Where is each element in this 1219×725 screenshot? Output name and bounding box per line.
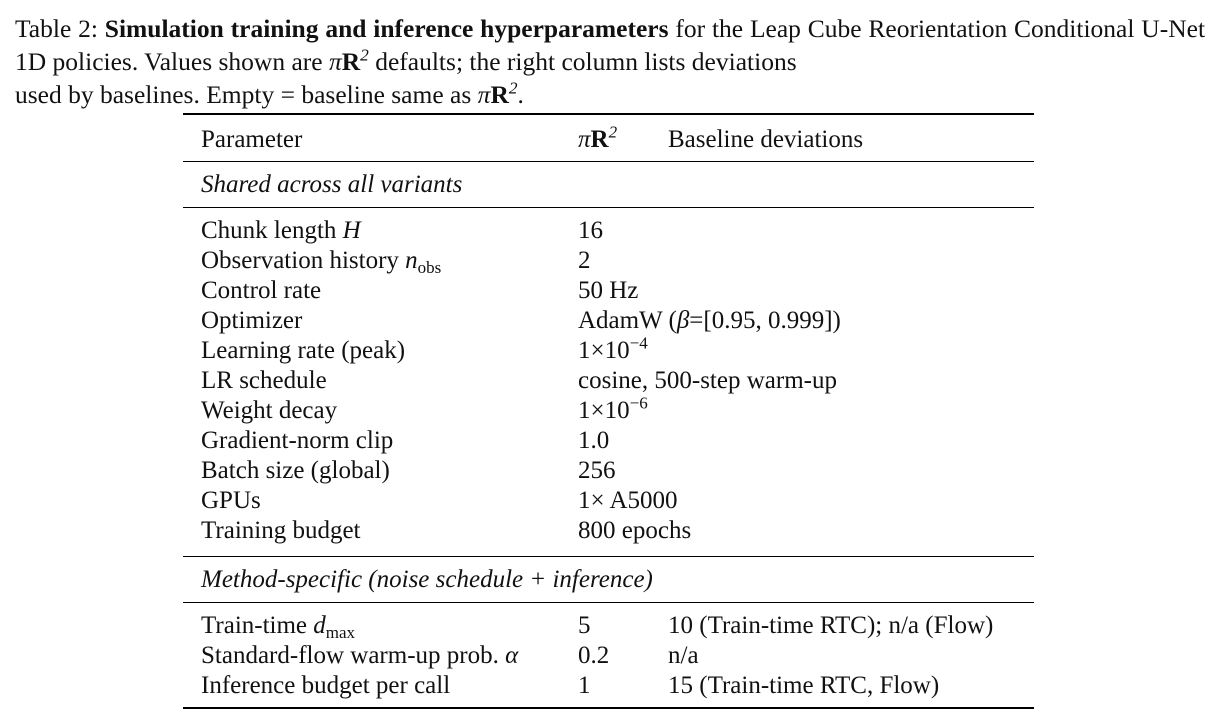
param-cell: Weight decay	[201, 397, 338, 424]
param-cell: Chunk length H	[201, 217, 361, 244]
table-row	[183, 393, 1034, 426]
table-row	[183, 276, 1034, 306]
caption-label: Table 2:	[15, 14, 98, 43]
value-cell: 1× A5000	[578, 487, 678, 514]
caption-line2-end: defaults; the right column lists deviations	[375, 47, 797, 76]
value-cell: 0.2	[578, 642, 610, 669]
value-cell: 16	[578, 217, 603, 244]
value-cell: 2	[578, 247, 591, 274]
param-cell: Train-time $d_{max}$	[201, 612, 356, 643]
param-cell: Batch size (global)	[201, 457, 390, 484]
param-cell: Control rate	[201, 277, 322, 304]
section-title-shared	[183, 162, 1034, 207]
caption-bold-title: Simulation training and inference hyperparameters	[104, 14, 669, 43]
table-row	[183, 366, 1034, 396]
table-row	[183, 641, 1034, 671]
section-title: Shared across all variants	[201, 171, 463, 198]
baseline-cell: n/a	[668, 642, 699, 669]
baseline-cell: 10 (Train-time RTC); n/a (Flow)	[668, 612, 994, 639]
header-pir2: $\pi R^2$	[578, 122, 618, 153]
param-cell: LR schedule	[201, 367, 327, 394]
header-parameter: Parameter	[201, 126, 303, 153]
param-cell: Learning rate (peak)	[201, 337, 406, 364]
value-cell: AdamW (β=[0.95, 0.999])	[578, 307, 841, 334]
header-baseline: Baseline deviations	[668, 126, 864, 153]
value-cell: $1\times 10^{-6}$	[578, 393, 648, 424]
caption-line3: used by baselines. Empty = baseline same as	[15, 80, 472, 109]
section-title-method	[183, 557, 1034, 602]
param-cell: Training budget	[201, 517, 361, 544]
param-cell: Gradient-norm clip	[201, 427, 394, 454]
bottom-rule	[183, 707, 1034, 709]
caption-line1-rest: for the Leap Cube Reorientation	[675, 14, 1008, 43]
value-cell: $1\times 10^{-4}$	[578, 333, 648, 364]
table-row	[183, 333, 1034, 366]
param-cell: Standard-flow warm-up prob. α	[201, 642, 519, 669]
table-row	[183, 456, 1034, 486]
table-row	[183, 611, 1034, 641]
value-cell: 50 Hz	[578, 277, 639, 304]
value-cell: 1	[578, 672, 591, 699]
param-cell: Optimizer	[201, 307, 303, 334]
value-cell: 5	[578, 612, 591, 639]
table-caption: Table 2: Simulation training and inference hyperparameters for the Leap Cube Reorientation Conditional U-Net 1D policies. Values shown are $\pi R^2$ defaults; the right column lists deviations used by baselines. Empty = baseline same as $\pi R^2$.	[15, 14, 1206, 109]
value-cell: 1.0	[578, 427, 610, 454]
value-cell: cosine, 500-step warm-up	[578, 367, 837, 394]
table-row	[183, 246, 1034, 276]
caption-line2: Conditional U-Net 1D policies. Values shown are	[15, 14, 1206, 76]
caption-pir2-symbol: $\pi R^2$	[328, 45, 369, 76]
table-row	[183, 486, 1034, 516]
header-row	[183, 115, 1034, 161]
caption-pir2-symbol-2: $\pi R^2$	[477, 78, 518, 109]
value-cell: 800 epochs	[578, 517, 692, 544]
table-row	[183, 426, 1034, 456]
param-cell: Observation history $n_{obs}$	[201, 247, 442, 278]
baseline-cell: 15 (Train-time RTC, Flow)	[668, 672, 940, 699]
table-row	[183, 216, 1034, 246]
section-title: Method-specific (noise schedule + inference)	[201, 566, 653, 593]
param-cell: Inference budget per call	[201, 672, 451, 699]
hyperparameter-table	[183, 113, 1034, 709]
table-row	[183, 306, 1034, 336]
table-row	[183, 516, 1034, 546]
param-cell: GPUs	[201, 487, 261, 514]
value-cell: 256	[578, 457, 616, 484]
table-row	[183, 671, 1034, 701]
